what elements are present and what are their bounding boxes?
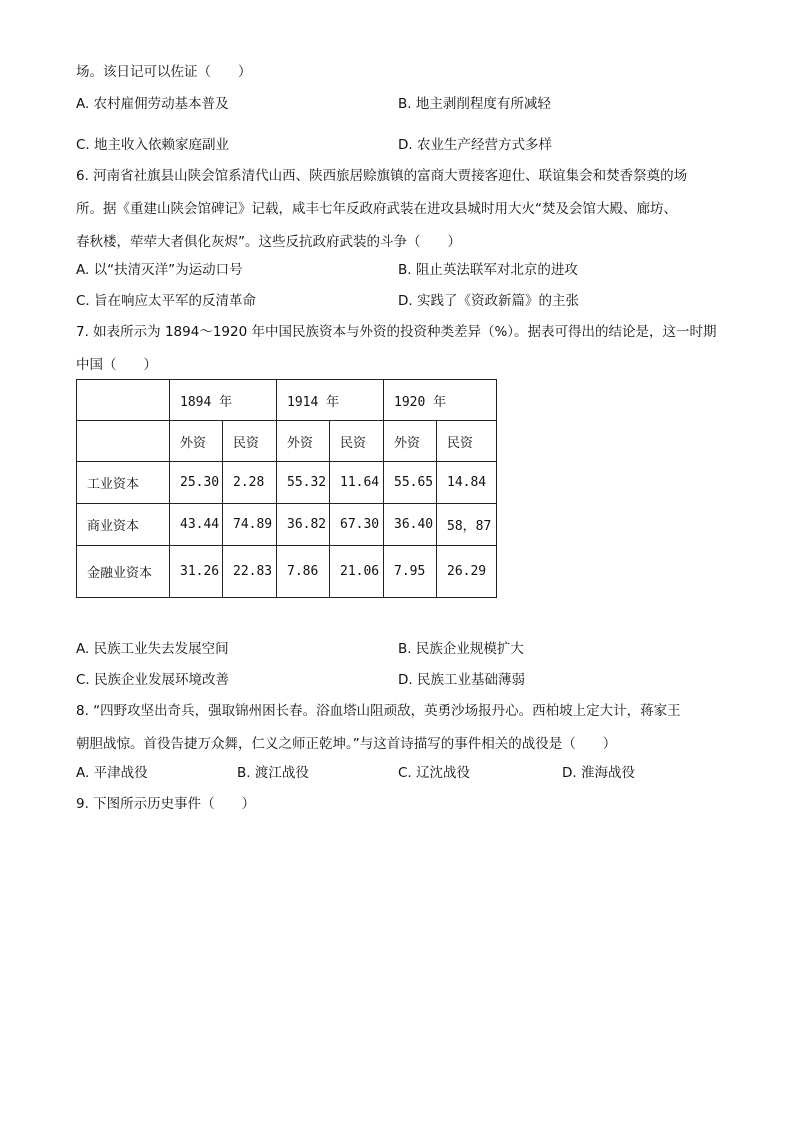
table-cell: 74.89: [223, 504, 277, 546]
table-cell: 7.86: [277, 546, 330, 598]
q7-stem-line: 中国（ ）: [76, 357, 157, 373]
q7-stem: [76, 316, 720, 382]
q6-stem-line: 春秋楼，荦荦大者俱化灰烬”。这些反抗政府武装的斗争（ ）: [76, 234, 461, 250]
table-cell: 7.95: [384, 546, 437, 598]
table-cell: 55.65: [384, 462, 437, 504]
table-subheader: 民资: [223, 421, 277, 462]
q7-stem-line: 7. 如表所示为 1894～1920 年中国民族资本与外资的投资种类差异（%）。据表可得出的结论是，这一时期: [76, 324, 717, 340]
q5-stem-end: 场。该日记可以佐证（ ）: [76, 64, 252, 80]
table-subheader: 外资: [277, 421, 330, 462]
table-cell: 55.32: [277, 462, 330, 504]
table-subheader: 外资: [170, 421, 223, 462]
q8-option-a: A. 平津战役: [76, 765, 148, 781]
q5-option-d: D. 农业生产经营方式多样: [398, 137, 552, 153]
q7-option-c: C. 民族企业发展环境改善: [76, 672, 230, 688]
q5-option-c: C. 地主收入依赖家庭副业: [76, 137, 230, 153]
table-subheader: 外资: [384, 421, 437, 462]
table-cell: 22.83: [223, 546, 277, 598]
table-cell: 31.26: [170, 546, 223, 598]
table-row: [77, 504, 497, 546]
table-year-header: 1920 年: [384, 380, 497, 421]
q8-option-b: B. 渡江战役: [237, 765, 309, 781]
table-year-header: 1894 年: [170, 380, 277, 421]
q6-option-a: A. 以“扶清灭洋”为运动口号: [76, 262, 243, 278]
q6-stem-line: 所。据《重建山陕会馆碑记》记载，咸丰七年反政府武装在进攻县城时用大火“焚及会馆大殿、廊坊、: [76, 201, 677, 217]
q7-option-a: A. 民族工业失去发展空间: [76, 641, 229, 657]
table-cell: 67.30: [330, 504, 384, 546]
q6-stem-line: 6. 河南省社旗县山陕会馆系清代山西、陕西旅居赊旗镇的富商大贾接客迎仕、联谊集会和焚香祭奠的场: [76, 168, 688, 184]
q5-option-a: A. 农村雇佣劳动基本普及: [76, 96, 229, 112]
table-cell: 11.64: [330, 462, 384, 504]
table-cell: 36.82: [277, 504, 330, 546]
q6-option-d: D. 实践了《资政新篇》的主张: [398, 293, 579, 309]
q6-stem: [76, 160, 720, 259]
q6-option-b: B. 阻止英法联军对北京的进攻: [398, 262, 578, 278]
q8-option-d: D. 淮海战役: [562, 765, 635, 781]
q8-stem: [76, 695, 720, 761]
q8-stem-line: 朝胆战惊。首役告捷万众舞，仁义之师正乾坤。”与这首诗描写的事件相关的战役是（ ）: [76, 736, 617, 752]
table-header-row: [77, 380, 497, 421]
q6-option-c: C. 旨在响应太平军的反清革命: [76, 293, 257, 309]
table-year-header: 1914 年: [277, 380, 384, 421]
q7-option-d: D. 民族工业基础薄弱: [398, 672, 525, 688]
q8-stem-line: 8. “四野攻坚出奇兵，强取锦州困长春。浴血塔山阻顽敌，英勇沙场报丹心。西柏坡上定大计，蒋家王: [76, 703, 681, 719]
table-row: [77, 462, 497, 504]
q7-option-b: B. 民族企业规模扩大: [398, 641, 524, 657]
table-corner-cell: [77, 421, 170, 462]
table-subheader-row: [77, 421, 497, 462]
q9-stem: 9. 下图所示历史事件（ ）: [76, 796, 256, 812]
table-cell: 58，87: [437, 504, 497, 546]
table-corner-cell: [77, 380, 170, 421]
table-subheader: 民资: [437, 421, 497, 462]
q8-option-c: C. 辽沈战役: [398, 765, 471, 781]
table-row-label: 商业资本: [77, 504, 170, 546]
table-row-label: 金融业资本: [77, 546, 170, 598]
table-cell: 43.44: [170, 504, 223, 546]
table-row: [77, 546, 497, 598]
table-cell: 2.28: [223, 462, 277, 504]
investment-table: [76, 379, 497, 598]
table-row-label: 工业资本: [77, 462, 170, 504]
table-cell: 36.40: [384, 504, 437, 546]
q5-option-b: B. 地主剥削程度有所减轻: [398, 96, 551, 112]
table-subheader: 民资: [330, 421, 384, 462]
table-cell: 25.30: [170, 462, 223, 504]
table-cell: 26.29: [437, 546, 497, 598]
table-cell: 21.06: [330, 546, 384, 598]
table-cell: 14.84: [437, 462, 497, 504]
